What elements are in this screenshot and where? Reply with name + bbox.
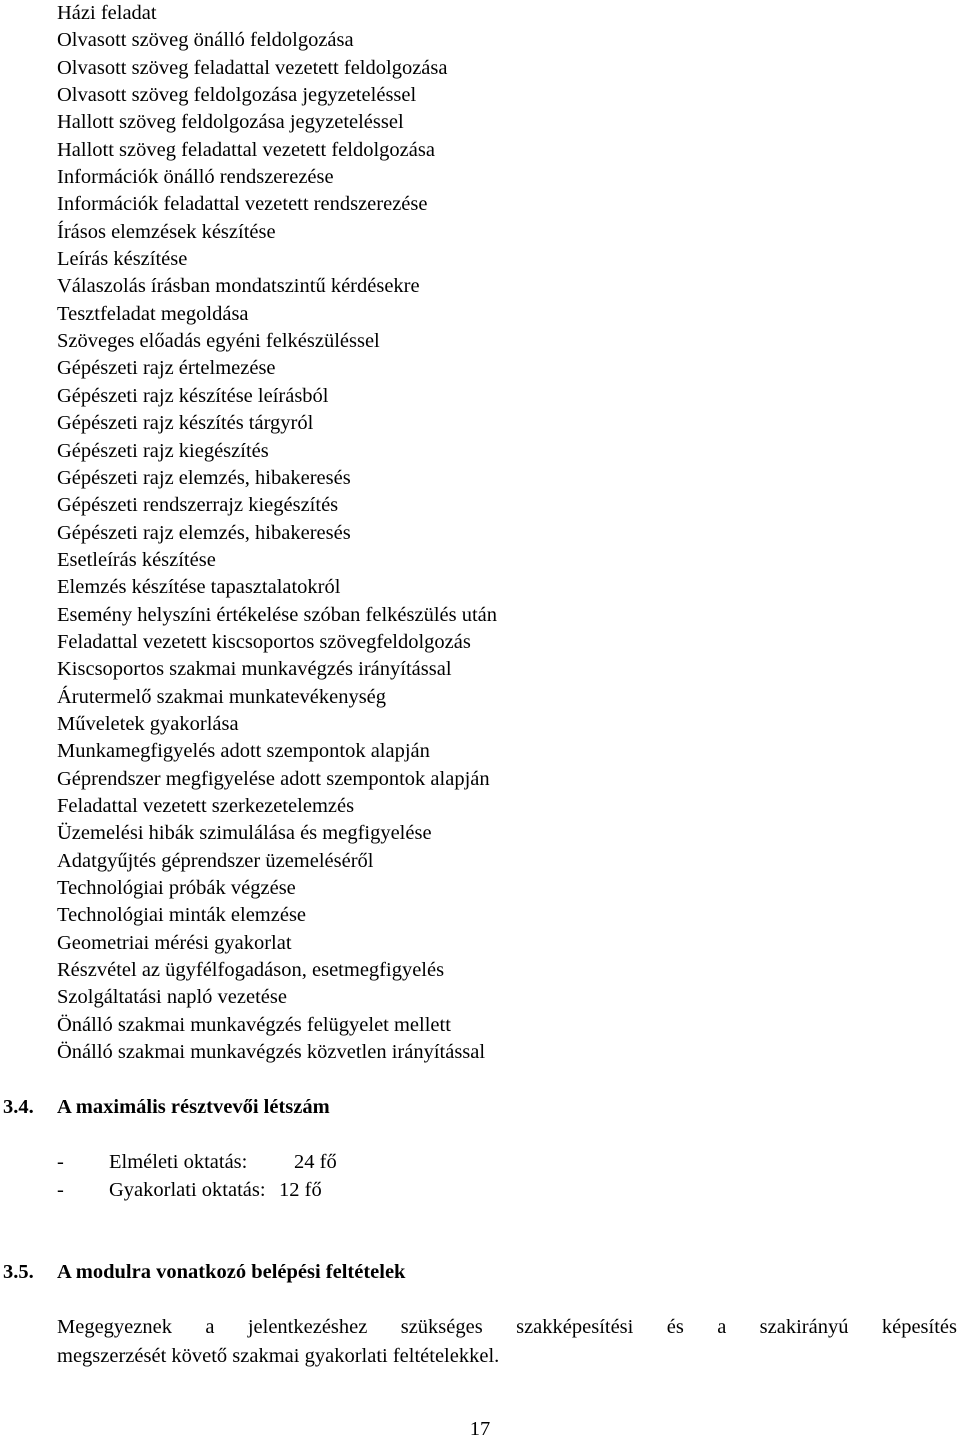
list-item: Kiscsoportos szakmai munkavégzés irányítással [57, 658, 452, 681]
list-item-value: 24 fő [294, 1151, 337, 1173]
list-item: Üzemelési hibák szimulálása és megfigyelése [57, 822, 432, 845]
list-item: Esetleírás készítése [57, 548, 216, 571]
section-title: A modulra vonatkozó belépési feltételek [57, 1261, 406, 1283]
list-item: Tesztfeladat megoldása [57, 302, 249, 325]
list-item: Önálló szakmai munkavégzés közvetlen irányítással [57, 1041, 486, 1064]
list-item: Esemény helyszíni értékelése szóban felkészülés után [57, 603, 498, 626]
list-item: Információk feladattal vezetett rendszerezése [57, 193, 428, 216]
list-item: Munkamegfigyelés adott szempontok alapján [57, 740, 430, 763]
list-item: Technológiai minták elemzése [57, 904, 307, 927]
list-item: Elemzés készítése tapasztalatokról [57, 576, 341, 599]
method-list [57, 0, 497, 1066]
list-item: Technológiai próbák végzése [57, 877, 296, 899]
list-item: Árutermelő szakmai munkatevékenység [57, 685, 387, 708]
paragraph-line: Megegyeznek a jelentkezéshez szükséges szakképesítési és a szakirányú képesítés [57, 1316, 957, 1338]
list-item: Olvasott szöveg önálló feldolgozása [57, 29, 354, 52]
list-item: Gépészeti rajz elemzés, hibakeresés [57, 521, 351, 544]
list-item: Házi feladat [57, 2, 157, 24]
list-item: Önálló szakmai munkavégzés felügyelet mellett [57, 1013, 451, 1036]
list-item: Gépészeti rajz értelmezése [57, 357, 276, 380]
list-item: Hallott szöveg feldolgozása jegyzeteléssel [57, 111, 404, 134]
list-item-value: 12 fő [279, 1178, 322, 1201]
list-item: Gépészeti rendszerrajz kiegészítés [57, 494, 339, 517]
list-item: Feladattal vezetett szerkezetelemzés [57, 794, 355, 817]
list-item: Műveletek gyakorlása [57, 712, 239, 735]
paragraph-line: megszerzését követő szakmai gyakorlati feltételekkel. [57, 1345, 500, 1367]
list-item: Olvasott szöveg feldolgozása jegyzeteléssel [57, 84, 417, 107]
list-item-label: Gyakorlati oktatás: [109, 1178, 266, 1201]
list-dash: - [57, 1178, 64, 1201]
entry-requirements-paragraph [57, 1313, 957, 1371]
list-item: Szöveges előadás egyéni felkészüléssel [57, 330, 380, 353]
list-item: Feladattal vezetett kiscsoportos szövegfeldolgozás [57, 630, 471, 653]
list-item: Olvasott szöveg feladattal vezetett feldolgozása [57, 56, 448, 79]
list-item: Leírás készítése [57, 248, 188, 271]
list-item: Írásos elemzések készítése [57, 220, 276, 243]
list-item: Részvétel az ügyfélfogadáson, esetmegfigyelés [57, 959, 445, 982]
section-number: 3.4. [3, 1096, 34, 1118]
list-item: Gépészeti rajz készítése leírásból [57, 384, 329, 407]
page-number [0, 1417, 960, 1441]
list-item: Válaszolás írásban mondatszintű kérdésekre [57, 275, 420, 298]
section-number: 3.5. [3, 1261, 34, 1283]
list-item: Adatgyűjtés géprendszer üzemeléséről [57, 849, 374, 872]
list-item-label: Elméleti oktatás: [109, 1151, 248, 1173]
list-item: Geometriai mérési gyakorlat [57, 931, 292, 954]
list-dash: - [57, 1151, 64, 1173]
section-title: A maximális résztvevői létszám [57, 1096, 330, 1118]
list-item: Hallott szöveg feladattal vezetett feldolgozása [57, 138, 435, 161]
list-item: Gépészeti rajz kiegészítés [57, 439, 269, 462]
list-item: Szolgáltatási napló vezetése [57, 986, 287, 1009]
list-item: Géprendszer megfigyelése adott szempontok alapján [57, 767, 490, 790]
list-item: Információk önálló rendszerezése [57, 166, 334, 189]
list-item: Gépészeti rajz készítés tárgyról [57, 412, 314, 435]
list-item: Gépészeti rajz elemzés, hibakeresés [57, 466, 351, 489]
page-number-text: 17 [469, 1418, 491, 1440]
